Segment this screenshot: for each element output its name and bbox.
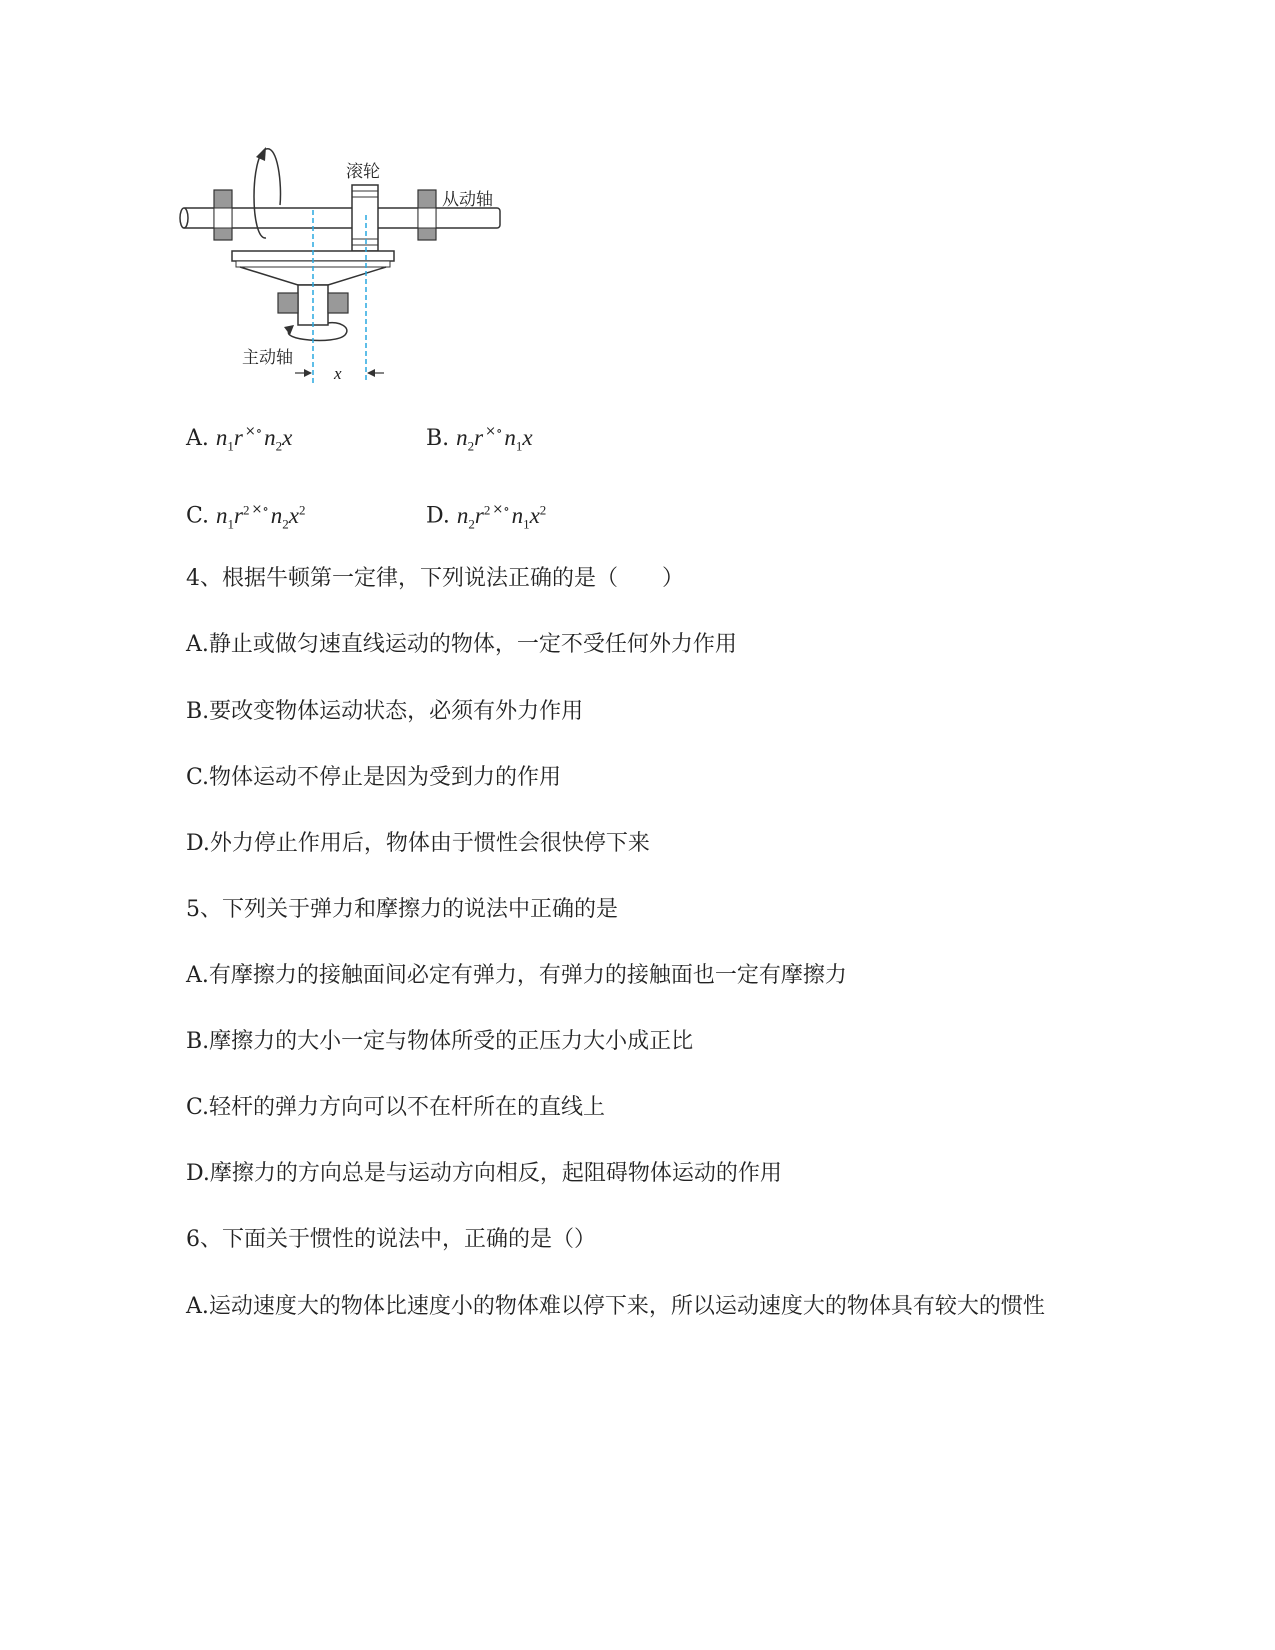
q4-option-a[interactable]: A.静止或做匀速直线运动的物体，一定不受任何外力作用 [186, 632, 737, 657]
q5-option-d[interactable]: D.摩擦力的方向总是与运动方向相反，起阻碍物体运动的作用 [186, 1161, 782, 1186]
q5-stem: 5、下列关于弹力和摩擦力的说法中正确的是 [186, 897, 618, 922]
q6-option-a[interactable]: A.运动速度大的物体比速度小的物体难以停下来，所以运动速度大的物体具有较大的惯性 [186, 1294, 1045, 1319]
bearing-driving-left [278, 293, 298, 313]
roller [352, 185, 378, 251]
q4-option-b[interactable]: B.要改变物体运动状态，必须有外力作用 [186, 699, 584, 724]
q3-option-c[interactable]: C. $n_1r^2$ $^{\times\circ}n_2x^2$ [186, 501, 306, 532]
x-label: x [334, 364, 342, 383]
driving-shaft-label: 主动轴 [242, 348, 293, 368]
q6-stem: 6、下面关于惯性的说法中，正确的是（） [186, 1227, 596, 1252]
driven-shaft-end [180, 208, 188, 228]
q5-option-c[interactable]: C.轻杆的弹力方向可以不在杆所在的直线上 [186, 1095, 606, 1120]
roller-transmission-diagram [170, 135, 530, 395]
roller-label: 滚轮 [346, 162, 380, 182]
q3-option-a[interactable]: A. $n_1r$ $^{\times\circ}n_2x$ [186, 424, 293, 454]
driven-shaft-label: 从动轴 [442, 190, 493, 210]
bearing-driving-right [328, 293, 348, 313]
q3-option-b[interactable]: B. $n_2r$ $^{\times\circ}n_1x$ [426, 424, 533, 454]
q5-option-b[interactable]: B.摩擦力的大小一定与物体所受的正压力大小成正比 [186, 1029, 694, 1054]
q5-option-a[interactable]: A.有摩擦力的接触面间必定有弹力，有弹力的接触面也一定有摩擦力 [186, 963, 847, 988]
q4-option-d[interactable]: D.外力停止作用后，物体由于惯性会很快停下来 [186, 831, 650, 856]
q4-option-c[interactable]: C.物体运动不停止是因为受到力的作用 [186, 765, 562, 790]
q4-stem: 4、根据牛顿第一定律，下列说法正确的是（ ） [186, 566, 684, 591]
q3-option-d[interactable]: D. $n_2r^2$ $^{\times\circ}n_1x^2$ [426, 501, 547, 532]
